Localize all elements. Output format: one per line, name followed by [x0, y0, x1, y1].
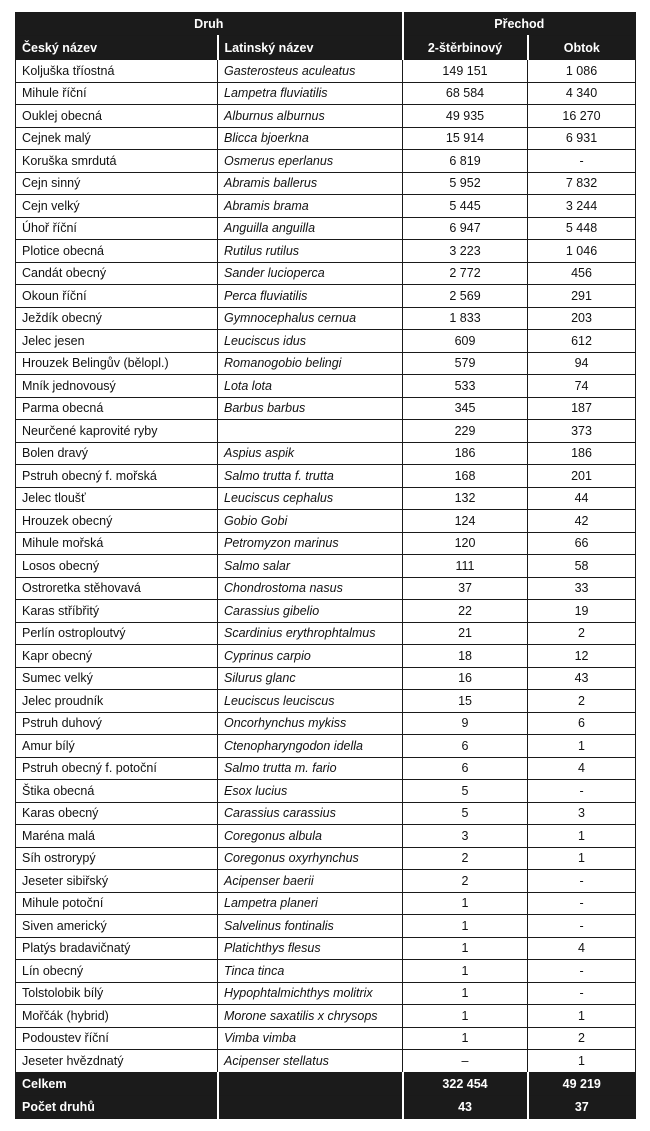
latin-name-cell: Blicca bjoerkna: [218, 127, 403, 150]
table-row: [16, 172, 636, 195]
czech-name-cell: Cejn sinný: [16, 172, 218, 195]
table-row: [16, 735, 636, 758]
table-row: [16, 780, 636, 803]
header-bypass: Obtok: [528, 36, 636, 60]
czech-name-cell: Mník jednovousý: [16, 375, 218, 398]
bypass-count-cell: 4: [528, 937, 636, 960]
two-slot-count-cell: 68 584: [403, 82, 528, 105]
bypass-count-cell: -: [528, 150, 636, 173]
table-row: [16, 285, 636, 308]
two-slot-count-cell: 3: [403, 825, 528, 848]
latin-name-cell: Salmo trutta m. fario: [218, 757, 403, 780]
header-latin-name: Latinský název: [218, 36, 403, 60]
table-row: [16, 802, 636, 825]
two-slot-count-cell: 18: [403, 645, 528, 668]
bypass-count-cell: -: [528, 915, 636, 938]
czech-name-cell: Ostroretka stěhovavá: [16, 577, 218, 600]
bypass-count-cell: -: [528, 870, 636, 893]
two-slot-count-cell: 5: [403, 780, 528, 803]
two-slot-count-cell: 149 151: [403, 60, 528, 83]
czech-name-cell: Karas stříbřitý: [16, 600, 218, 623]
latin-name-cell: Salvelinus fontinalis: [218, 915, 403, 938]
latin-name-cell: Petromyzon marinus: [218, 532, 403, 555]
czech-name-cell: Pstruh duhový: [16, 712, 218, 735]
czech-name-cell: Podoustev říční: [16, 1027, 218, 1050]
czech-name-cell: Cejn velký: [16, 195, 218, 218]
two-slot-count-cell: 2 772: [403, 262, 528, 285]
two-slot-count-cell: 132: [403, 487, 528, 510]
table-row: [16, 397, 636, 420]
two-slot-count-cell: 579: [403, 352, 528, 375]
latin-name-cell: Coregonus albula: [218, 825, 403, 848]
czech-name-cell: Hrouzek Belingův (bělopl.): [16, 352, 218, 375]
fish-species-table: [15, 12, 636, 1119]
latin-name-cell: Silurus glanc: [218, 667, 403, 690]
czech-name-cell: Mihule potoční: [16, 892, 218, 915]
two-slot-count-cell: 124: [403, 510, 528, 533]
footer-two-slot-value: 43: [403, 1095, 528, 1118]
czech-name-cell: Koruška smrdutá: [16, 150, 218, 173]
bypass-count-cell: -: [528, 982, 636, 1005]
latin-name-cell: Salmo trutta f. trutta: [218, 465, 403, 488]
latin-name-cell: Carassius carassius: [218, 802, 403, 825]
table-row: [16, 217, 636, 240]
czech-name-cell: Jelec tloušť: [16, 487, 218, 510]
bypass-count-cell: 1 086: [528, 60, 636, 83]
table-row: [16, 330, 636, 353]
bypass-count-cell: 7 832: [528, 172, 636, 195]
two-slot-count-cell: 5: [403, 802, 528, 825]
latin-name-cell: Lampetra planeri: [218, 892, 403, 915]
table-row: [16, 712, 636, 735]
latin-name-cell: Barbus barbus: [218, 397, 403, 420]
czech-name-cell: Mořčák (hybrid): [16, 1005, 218, 1028]
bypass-count-cell: -: [528, 780, 636, 803]
bypass-count-cell: 42: [528, 510, 636, 533]
latin-name-cell: Ctenopharyngodon idella: [218, 735, 403, 758]
table-row: [16, 150, 636, 173]
two-slot-count-cell: 1: [403, 982, 528, 1005]
bypass-count-cell: -: [528, 892, 636, 915]
two-slot-count-cell: 229: [403, 420, 528, 443]
bypass-count-cell: 94: [528, 352, 636, 375]
bypass-count-cell: 66: [528, 532, 636, 555]
table-footer: [16, 1072, 636, 1118]
latin-name-cell: Gasterosteus aculeatus: [218, 60, 403, 83]
czech-name-cell: Pstruh obecný f. potoční: [16, 757, 218, 780]
latin-name-cell: Morone saxatilis x chrysops: [218, 1005, 403, 1028]
two-slot-count-cell: 15 914: [403, 127, 528, 150]
latin-name-cell: Lampetra fluviatilis: [218, 82, 403, 105]
table-row: [16, 622, 636, 645]
table-row: [16, 892, 636, 915]
latin-name-cell: Romanogobio belingi: [218, 352, 403, 375]
two-slot-count-cell: 2 569: [403, 285, 528, 308]
table-row: [16, 937, 636, 960]
two-slot-count-cell: 1: [403, 915, 528, 938]
table-row: [16, 982, 636, 1005]
table-row: [16, 825, 636, 848]
czech-name-cell: Cejnek malý: [16, 127, 218, 150]
table-row: [16, 352, 636, 375]
bypass-count-cell: 1: [528, 847, 636, 870]
bypass-count-cell: 291: [528, 285, 636, 308]
czech-name-cell: Platýs bradavičnatý: [16, 937, 218, 960]
footer-bypass-value: 49 219: [528, 1072, 636, 1095]
two-slot-count-cell: 6: [403, 735, 528, 758]
two-slot-count-cell: 1: [403, 960, 528, 983]
bypass-count-cell: 58: [528, 555, 636, 578]
czech-name-cell: Jeseter sibiřský: [16, 870, 218, 893]
table-row: [16, 262, 636, 285]
table-row: [16, 60, 636, 83]
footer-label: Celkem: [16, 1072, 218, 1095]
bypass-count-cell: 1: [528, 1050, 636, 1073]
two-slot-count-cell: 15: [403, 690, 528, 713]
table-row: [16, 1050, 636, 1073]
header-czech-name: Český název: [16, 36, 218, 60]
latin-name-cell: Oncorhynchus mykiss: [218, 712, 403, 735]
bypass-count-cell: 33: [528, 577, 636, 600]
footer-empty-cell: [218, 1072, 403, 1095]
czech-name-cell: Štika obecná: [16, 780, 218, 803]
two-slot-count-cell: 533: [403, 375, 528, 398]
two-slot-count-cell: 345: [403, 397, 528, 420]
bypass-count-cell: 612: [528, 330, 636, 353]
bypass-count-cell: 456: [528, 262, 636, 285]
two-slot-count-cell: 37: [403, 577, 528, 600]
bypass-count-cell: 203: [528, 307, 636, 330]
footer-row: [16, 1095, 636, 1118]
czech-name-cell: Karas obecný: [16, 802, 218, 825]
table-row: [16, 1027, 636, 1050]
table-row: [16, 307, 636, 330]
two-slot-count-cell: 3 223: [403, 240, 528, 263]
czech-name-cell: Jelec proudník: [16, 690, 218, 713]
bypass-count-cell: 4: [528, 757, 636, 780]
two-slot-count-cell: 22: [403, 600, 528, 623]
czech-name-cell: Ouklej obecná: [16, 105, 218, 128]
table-row: [16, 127, 636, 150]
table-row: [16, 195, 636, 218]
latin-name-cell: [218, 420, 403, 443]
table-row: [16, 442, 636, 465]
latin-name-cell: Cyprinus carpio: [218, 645, 403, 668]
table-row: [16, 240, 636, 263]
two-slot-count-cell: 49 935: [403, 105, 528, 128]
bypass-count-cell: 201: [528, 465, 636, 488]
two-slot-count-cell: 1 833: [403, 307, 528, 330]
bypass-count-cell: 187: [528, 397, 636, 420]
czech-name-cell: Pstruh obecný f. mořská: [16, 465, 218, 488]
latin-name-cell: Chondrostoma nasus: [218, 577, 403, 600]
latin-name-cell: Abramis ballerus: [218, 172, 403, 195]
two-slot-count-cell: 1: [403, 937, 528, 960]
bypass-count-cell: 3: [528, 802, 636, 825]
table-row: [16, 420, 636, 443]
czech-name-cell: Lín obecný: [16, 960, 218, 983]
bypass-count-cell: 74: [528, 375, 636, 398]
table-row: [16, 82, 636, 105]
czech-name-cell: Perlín ostroploutvý: [16, 622, 218, 645]
table-row: [16, 915, 636, 938]
footer-empty-cell: [218, 1095, 403, 1118]
czech-name-cell: Candát obecný: [16, 262, 218, 285]
table-row: [16, 105, 636, 128]
two-slot-count-cell: 6 819: [403, 150, 528, 173]
two-slot-count-cell: 1: [403, 892, 528, 915]
latin-name-cell: Esox lucius: [218, 780, 403, 803]
two-slot-count-cell: 9: [403, 712, 528, 735]
footer-label: Počet druhů: [16, 1095, 218, 1118]
two-slot-count-cell: 186: [403, 442, 528, 465]
bypass-count-cell: 1: [528, 1005, 636, 1028]
header-group-prechod: Přechod: [403, 13, 636, 36]
latin-name-cell: Acipenser baerii: [218, 870, 403, 893]
czech-name-cell: Tolstolobik bílý: [16, 982, 218, 1005]
czech-name-cell: Parma obecná: [16, 397, 218, 420]
bypass-count-cell: 19: [528, 600, 636, 623]
latin-name-cell: Vimba vimba: [218, 1027, 403, 1050]
table-row: [16, 465, 636, 488]
two-slot-count-cell: 168: [403, 465, 528, 488]
bypass-count-cell: 6 931: [528, 127, 636, 150]
czech-name-cell: Kapr obecný: [16, 645, 218, 668]
two-slot-count-cell: 1: [403, 1027, 528, 1050]
table-row: [16, 510, 636, 533]
bypass-count-cell: 1: [528, 735, 636, 758]
bypass-count-cell: 186: [528, 442, 636, 465]
czech-name-cell: Síh ostrorypý: [16, 847, 218, 870]
latin-name-cell: Salmo salar: [218, 555, 403, 578]
czech-name-cell: Maréna malá: [16, 825, 218, 848]
bypass-count-cell: 43: [528, 667, 636, 690]
czech-name-cell: Amur bílý: [16, 735, 218, 758]
two-slot-count-cell: 1: [403, 1005, 528, 1028]
latin-name-cell: Acipenser stellatus: [218, 1050, 403, 1073]
table-row: [16, 532, 636, 555]
table-row: [16, 645, 636, 668]
two-slot-count-cell: 21: [403, 622, 528, 645]
latin-name-cell: Leuciscus idus: [218, 330, 403, 353]
czech-name-cell: Neurčené kaprovité ryby: [16, 420, 218, 443]
czech-name-cell: Siven americký: [16, 915, 218, 938]
bypass-count-cell: 1: [528, 825, 636, 848]
header-two-slot: 2-štěrbinový: [403, 36, 528, 60]
two-slot-count-cell: 609: [403, 330, 528, 353]
latin-name-cell: Hypophtalmichthys molitrix: [218, 982, 403, 1005]
two-slot-count-cell: 2: [403, 847, 528, 870]
table-row: [16, 577, 636, 600]
latin-name-cell: Sander lucioperca: [218, 262, 403, 285]
latin-name-cell: Gymnocephalus cernua: [218, 307, 403, 330]
two-slot-count-cell: –: [403, 1050, 528, 1073]
latin-name-cell: Rutilus rutilus: [218, 240, 403, 263]
bypass-count-cell: -: [528, 960, 636, 983]
bypass-count-cell: 373: [528, 420, 636, 443]
latin-name-cell: Platichthys flesus: [218, 937, 403, 960]
footer-two-slot-value: 322 454: [403, 1072, 528, 1095]
latin-name-cell: Leuciscus leuciscus: [218, 690, 403, 713]
table-row: [16, 600, 636, 623]
latin-name-cell: Tinca tinca: [218, 960, 403, 983]
table-row: [16, 1005, 636, 1028]
bypass-count-cell: 4 340: [528, 82, 636, 105]
bypass-count-cell: 5 448: [528, 217, 636, 240]
two-slot-count-cell: 5 952: [403, 172, 528, 195]
czech-name-cell: Okoun říční: [16, 285, 218, 308]
czech-name-cell: Jeseter hvězdnatý: [16, 1050, 218, 1073]
czech-name-cell: Mihule mořská: [16, 532, 218, 555]
czech-name-cell: Jelec jesen: [16, 330, 218, 353]
latin-name-cell: Perca fluviatilis: [218, 285, 403, 308]
table-row: [16, 960, 636, 983]
latin-name-cell: Aspius aspik: [218, 442, 403, 465]
two-slot-count-cell: 120: [403, 532, 528, 555]
bypass-count-cell: 44: [528, 487, 636, 510]
czech-name-cell: Mihule říční: [16, 82, 218, 105]
bypass-count-cell: 3 244: [528, 195, 636, 218]
table-row: [16, 847, 636, 870]
footer-row: [16, 1072, 636, 1095]
latin-name-cell: Gobio Gobi: [218, 510, 403, 533]
latin-name-cell: Anguilla anguilla: [218, 217, 403, 240]
czech-name-cell: Sumec velký: [16, 667, 218, 690]
czech-name-cell: Úhoř říční: [16, 217, 218, 240]
bypass-count-cell: 12: [528, 645, 636, 668]
czech-name-cell: Plotice obecná: [16, 240, 218, 263]
table-row: [16, 487, 636, 510]
czech-name-cell: Koljuška tříostná: [16, 60, 218, 83]
bypass-count-cell: 6: [528, 712, 636, 735]
header-group-druh: Druh: [16, 13, 403, 36]
table-row: [16, 375, 636, 398]
two-slot-count-cell: 6 947: [403, 217, 528, 240]
table-row: [16, 757, 636, 780]
latin-name-cell: Carassius gibelio: [218, 600, 403, 623]
bypass-count-cell: 1 046: [528, 240, 636, 263]
footer-bypass-value: 37: [528, 1095, 636, 1118]
bypass-count-cell: 2: [528, 1027, 636, 1050]
bypass-count-cell: 16 270: [528, 105, 636, 128]
latin-name-cell: Lota lota: [218, 375, 403, 398]
two-slot-count-cell: 2: [403, 870, 528, 893]
two-slot-count-cell: 16: [403, 667, 528, 690]
table-row: [16, 555, 636, 578]
two-slot-count-cell: 6: [403, 757, 528, 780]
latin-name-cell: Leuciscus cephalus: [218, 487, 403, 510]
czech-name-cell: Hrouzek obecný: [16, 510, 218, 533]
latin-name-cell: Scardinius erythrophtalmus: [218, 622, 403, 645]
two-slot-count-cell: 111: [403, 555, 528, 578]
table-row: [16, 690, 636, 713]
latin-name-cell: Abramis brama: [218, 195, 403, 218]
table-body: [16, 60, 636, 1073]
czech-name-cell: Ježdík obecný: [16, 307, 218, 330]
latin-name-cell: Alburnus alburnus: [218, 105, 403, 128]
czech-name-cell: Bolen dravý: [16, 442, 218, 465]
latin-name-cell: Osmerus eperlanus: [218, 150, 403, 173]
czech-name-cell: Losos obecný: [16, 555, 218, 578]
latin-name-cell: Coregonus oxyrhynchus: [218, 847, 403, 870]
two-slot-count-cell: 5 445: [403, 195, 528, 218]
table-row: [16, 667, 636, 690]
table-row: [16, 870, 636, 893]
bypass-count-cell: 2: [528, 622, 636, 645]
bypass-count-cell: 2: [528, 690, 636, 713]
